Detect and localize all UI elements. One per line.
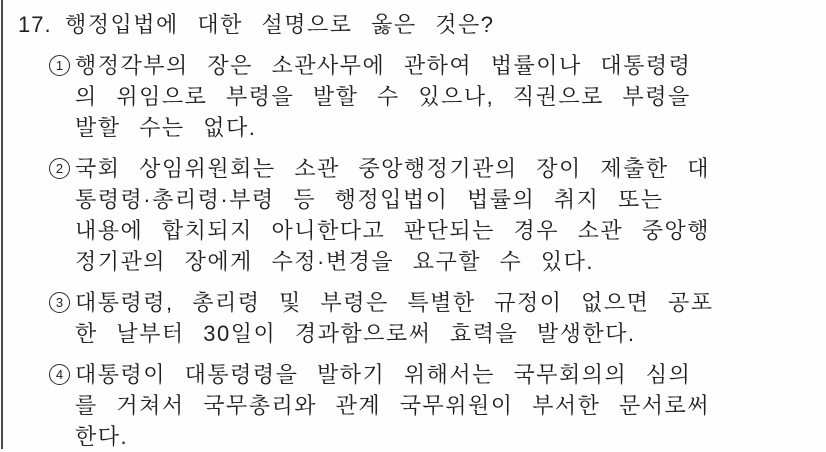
option-line: 를 거쳐서 국무총리와 관계 국무위원이 부서한 문서로써 xyxy=(75,393,710,418)
option-line: 대통령이 대통령령을 발하기 위해서는 국무회의의 심의 xyxy=(75,362,692,387)
option-2 xyxy=(18,153,826,277)
option-2-text xyxy=(75,153,710,277)
option-1-circled-number xyxy=(49,55,70,76)
question-title: 행정입법에 대한 설명으로 옳은 것은? xyxy=(65,12,495,37)
option-line: 발할 수는 없다. xyxy=(75,115,257,140)
option-4-text xyxy=(75,359,710,452)
option-line: 한 날부터 30일이 경과함으로써 효력을 발생한다. xyxy=(75,321,636,346)
option-2-number: 2 xyxy=(55,161,64,176)
option-line: 한다. xyxy=(75,424,129,449)
question-title-row xyxy=(18,9,826,40)
option-4 xyxy=(18,359,826,452)
option-line: 국회 상임위원회는 소관 중앙행정기관의 장이 제출한 대 xyxy=(75,156,710,181)
option-line: 행정각부의 장은 소관사무에 관하여 법률이나 대통령령 xyxy=(75,53,692,78)
option-3-circled-number xyxy=(49,292,70,313)
option-2-circled-number xyxy=(49,158,70,179)
option-3-text xyxy=(75,287,713,349)
option-line: 정기관의 장에게 수정·변경을 요구할 수 있다. xyxy=(75,249,595,274)
option-4-number: 4 xyxy=(55,367,64,382)
option-line: 대통령령, 총리령 및 부령은 특별한 규정이 없으면 공포 xyxy=(75,290,714,315)
option-line: 통령령·총리령·부령 등 행정입법이 법률의 취지 또는 xyxy=(75,187,664,212)
option-line: 내용에 합치되지 아니한다고 판단되는 경우 소관 중앙행 xyxy=(75,218,710,243)
option-4-circled-number xyxy=(49,364,70,385)
option-1 xyxy=(18,50,826,143)
option-1-text xyxy=(75,50,691,143)
option-3-number: 3 xyxy=(55,295,64,310)
option-1-number: 1 xyxy=(55,58,64,73)
question-number: 17. xyxy=(18,12,52,37)
option-3 xyxy=(18,287,826,349)
option-line: 의 위임으로 부령을 발할 수 있으나, 직권으로 부령을 xyxy=(75,84,691,109)
